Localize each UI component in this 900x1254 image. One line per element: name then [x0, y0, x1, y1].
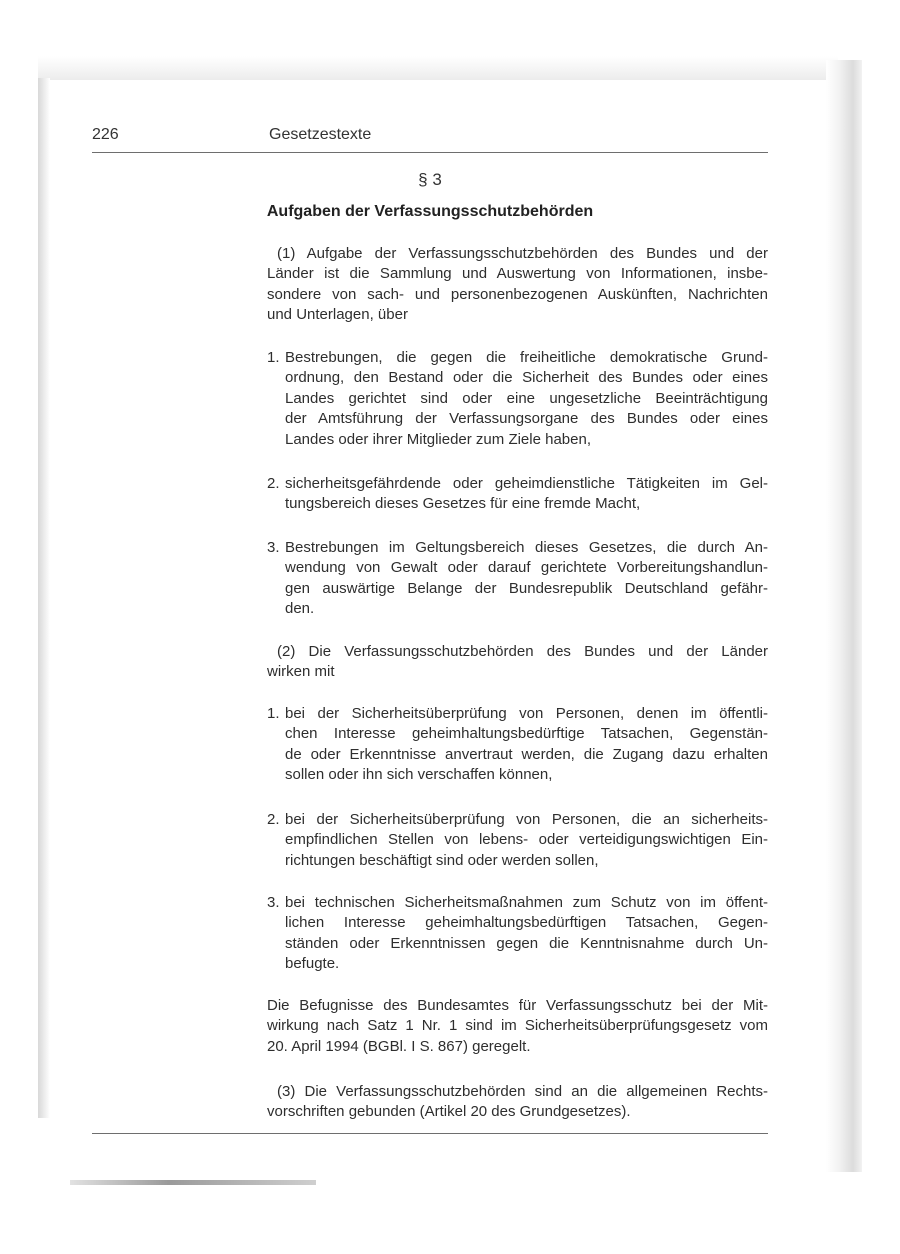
text-line: bei der Sicherheitsüberprüfung von Personen, denen im öffentli-: [285, 705, 768, 722]
text-line: sollen oder ihn sich verschaffen können,: [285, 766, 553, 784]
text-line: befugte.: [285, 955, 340, 973]
text-line: wirkung nach Satz 1 Nr. 1 sind im Sicherheitsüberprüfungsgesetz vom: [267, 1017, 768, 1035]
page-number: 226: [92, 126, 119, 143]
text-line: und Unterlagen, über: [267, 306, 408, 324]
text-line: empfindlichen Stellen von lebens- oder verteidigungswichtigen Ein-: [285, 831, 768, 849]
text-line: (1) Aufgabe der Verfassungsschutzbehörden des Bundes und der: [277, 245, 768, 262]
list-item: [267, 474, 768, 515]
text-line: Landes oder ihrer Mitglieder zum Ziele haben,: [285, 430, 591, 448]
list-item-number: 3.: [267, 539, 280, 556]
text-line: sicherheitsgefährdende oder geheimdienstliche Tätigkeiten im Gel-: [285, 475, 768, 492]
text-line: wendung von Gewalt oder darauf gerichtete Vorbereitungshandlun-: [285, 559, 768, 577]
page-header: [92, 126, 768, 153]
list-item-number: 1.: [267, 705, 280, 722]
text-line: 20. April 1994 (BGBl. I S. 867) geregelt.: [267, 1037, 531, 1055]
paragraph-2: [267, 642, 768, 683]
footer-rule: [92, 1133, 768, 1134]
list-item: [267, 810, 768, 871]
list-item-number: 3.: [267, 894, 280, 911]
text-line: de oder Erkenntnisse anvertraut werden, die Zugang dazu erhalten: [285, 745, 768, 763]
section-number: § 3: [418, 170, 442, 189]
text-line: Länder ist die Sammlung und Auswertung von Informationen, insbe-: [267, 265, 768, 283]
scan-shadow-right: [826, 60, 862, 1172]
text-line: gen auswärtige Belange der Bundesrepublik Deutschland gefähr-: [285, 579, 768, 597]
scan-shadow-top: [38, 56, 838, 80]
list-item: [267, 704, 768, 786]
list-item-number: 1.: [267, 349, 280, 366]
text-line: tungsbereich dieses Gesetzes für eine fremde Macht,: [285, 495, 641, 513]
text-line: den.: [285, 600, 315, 618]
text-line: der Amtsführung der Verfassungsorgane des Bundes oder eines: [285, 410, 768, 428]
list-item: [267, 538, 768, 620]
list-item: [267, 893, 768, 975]
scan-shadow-left: [38, 78, 50, 1118]
text-line: Bestrebungen, die gegen die freiheitliche demokratische Grund-: [285, 349, 768, 366]
text-line: Die Befugnisse des Bundesamtes für Verfassungsschutz bei der Mit-: [267, 997, 768, 1014]
text-line: ordnung, den Bestand oder die Sicherheit des Bundes oder eines: [285, 369, 768, 387]
paragraph-1: [267, 244, 768, 326]
text-line: ständen oder Erkenntnissen gegen die Kenntnisnahme durch Un-: [285, 934, 768, 952]
text-line: lichen Interesse geheimhaltungsbedürftigen Tatsachen, Gegen-: [285, 914, 768, 932]
text-line: bei technischen Sicherheitsmaßnahmen zum Schutz von im öffent-: [285, 894, 768, 911]
scan-shadow-bottom: [70, 1180, 316, 1185]
text-line: (3) Die Verfassungsschutzbehörden sind an die allgemeinen Rechts-: [277, 1083, 768, 1100]
list-item-number: 2.: [267, 811, 280, 828]
text-line: richtungen beschäftigt sind oder werden sollen,: [285, 851, 599, 869]
text-line: sondere von sach- und personenbezogenen Auskünften, Nachrichten: [267, 285, 768, 303]
text-line: Bestrebungen im Geltungsbereich dieses Gesetzes, die durch An-: [285, 539, 768, 556]
running-title: Gesetzestexte: [269, 126, 372, 143]
paragraph-befugnisse: [267, 996, 768, 1057]
list-item: [267, 348, 768, 450]
text-line: wirken mit: [267, 663, 335, 681]
text-line: chen Interesse geheimhaltungsbedürftige Tatsachen, Gegenstän-: [285, 725, 768, 743]
list-item-number: 2.: [267, 475, 280, 492]
text-line: Landes gerichtet sind oder eine ungesetzliche Beeinträchtigung: [285, 389, 768, 407]
text-line: bei der Sicherheitsüberprüfung von Personen, die an sicherheits-: [285, 811, 768, 828]
text-line: vorschriften gebunden (Artikel 20 des Grundgesetzes).: [267, 1103, 631, 1121]
paragraph-3: [267, 1082, 768, 1123]
text-line: (2) Die Verfassungsschutzbehörden des Bundes und der Länder: [277, 643, 768, 660]
section-heading: Aufgaben der Verfassungsschutzbehörden: [266, 203, 594, 220]
